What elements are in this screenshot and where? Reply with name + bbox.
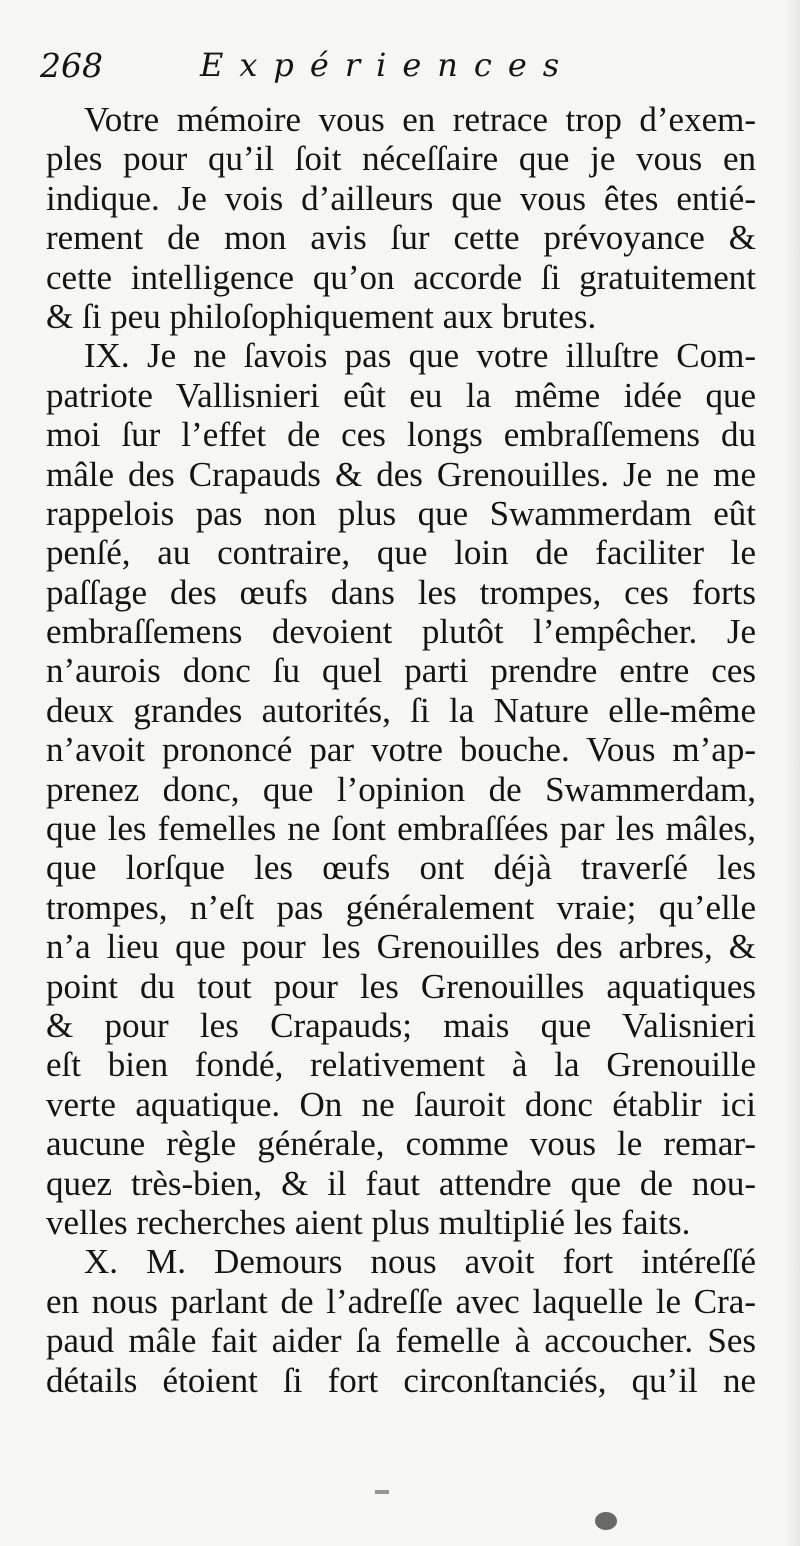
text-line: penſé, au contraire, que loin de faciliter le: [46, 533, 756, 573]
ink-mark: [375, 1490, 389, 1494]
text-line: point du tout pour les Grenouilles aquatiques: [46, 966, 756, 1006]
text-line: velles recherches aient plus multiplié les faits.: [46, 1202, 691, 1242]
running-head: [40, 38, 760, 94]
text-line: détails étoient ſi fort circonſtanciés, qu’il ne: [46, 1360, 756, 1400]
text-line: & ſi peu philoſophiquement aux brutes.: [46, 296, 597, 336]
body-text: [46, 100, 756, 1400]
text-line: n’aurois donc ſu quel parti prendre entre ces: [46, 651, 756, 691]
text-line: mâle des Crapauds & des Grenouilles. Je ne me: [46, 454, 756, 494]
text-line: patriote Vallisnieri eût eu la même idée que: [46, 375, 756, 415]
text-line: Votre mémoire vous en retrace trop d’exem-: [84, 100, 756, 139]
text-line: & pour les Crapauds; mais que Valisnieri: [46, 1005, 756, 1045]
text-line: que les femelles ne ſont embraſſées par les mâles,: [46, 809, 756, 849]
text-line: n’avoit prononcé par votre bouche. Vous m’ap-: [46, 730, 756, 770]
text-line: eſt bien fondé, relativement à la Grenouille: [46, 1045, 756, 1085]
text-line: X. M. Demours nous avoit fort intéreſſé: [84, 1242, 756, 1282]
page-edge-shadow: [786, 0, 800, 1546]
text-line: paud mâle fait aider ſa femelle à accoucher. Ses: [46, 1321, 756, 1361]
text-line: IX. Je ne ſavois pas que votre illuſtre Com-: [84, 336, 756, 376]
text-line: verte aquatique. On ne ſauroit donc établir ici: [46, 1084, 756, 1124]
text-line: que lorſque les œufs ont déjà traverſé les: [46, 848, 756, 888]
text-line: cette intelligence qu’on accorde ſi gratuitement: [46, 257, 756, 297]
ink-stain: [595, 1512, 617, 1530]
page-number: 268: [40, 46, 103, 85]
text-line: rement de mon avis ſur cette prévoyance &: [46, 218, 756, 258]
text-line: ples pour qu’il ſoit néceſſaire que je vous en: [46, 139, 756, 179]
text-line: aucune règle générale, comme vous le remar-: [46, 1124, 756, 1164]
text-line: deux grandes autorités, ſi la Nature elle-même: [46, 690, 756, 730]
text-line: embraſſemens devoient plutôt l’empêcher. Je: [46, 612, 756, 652]
text-line: paſſage des œufs dans les trompes, ces forts: [46, 572, 756, 612]
text-line: en nous parlant de l’adreſſe avec laquelle le Cra-: [46, 1281, 756, 1321]
text-line: indique. Je vois d’ailleurs que vous êtes entié-: [46, 178, 756, 218]
text-line: rappelois pas non plus que Swammerdam eût: [46, 493, 756, 533]
text-line: prenez donc, que l’opinion de Swammerdam,: [46, 769, 756, 809]
text-line: quez très-bien, & il faut attendre que de nou-: [46, 1163, 756, 1203]
text-line: moi ſur l’effet de ces longs embraſſemens du: [46, 415, 756, 455]
text-line: trompes, n’eſt pas généralement vraie; qu’elle: [46, 887, 756, 927]
running-title: Expériences: [200, 46, 576, 84]
text-line: n’a lieu que pour les Grenouilles des arbres, &: [46, 927, 756, 967]
